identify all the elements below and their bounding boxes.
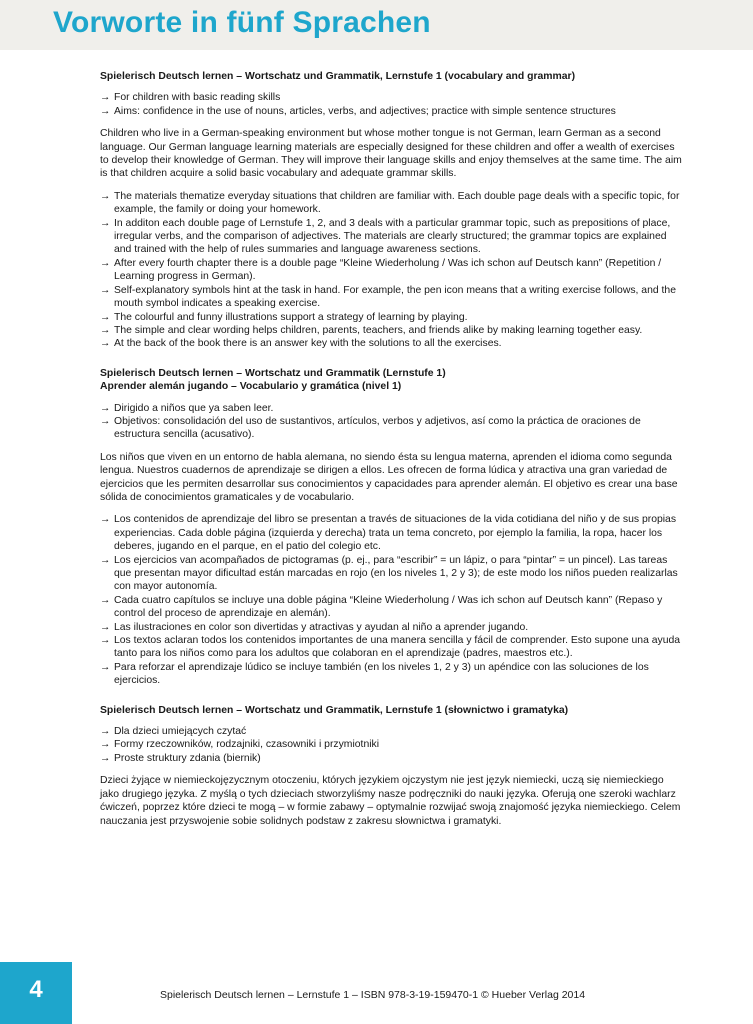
page-title: Vorworte in fünf Sprachen: [53, 6, 431, 39]
page-content: [100, 70, 685, 837]
list-item: → Los ejercicios van acompañados de pictogramas (p. ej., para “escribir” = un lápiz, o para “pintar” = un pincel). Las tareas que presentan mayor dificultad están marcadas en rojo (en los niveles 1, 2 y 3); de este modo los niños pueden realizarlas con mayor autonomía.: [100, 554, 685, 594]
list-item: → The colourful and funny illustrations support a strategy of learning by playing.: [100, 311, 685, 324]
page-number: 4: [29, 976, 43, 1003]
section-3: [100, 704, 685, 828]
list-item: → The materials thematize everyday situations that children are familiar with. Each double page deals with a specific topic, for example, the family or doing your homework.: [100, 190, 685, 217]
section-paragraph: Children who live in a German-speaking environment but whose mother tongue is not German, learn German as a second language. Our German language learning materials are especially designed for these children and offer a wealth of exercises to develop their knowledge of German. They will improve their language skills and enjoy themselves at the same time. The aim is that children acquire a solid basic vocabulary and adequate grammar skills.: [100, 128, 682, 180]
list-item: → At the back of the book there is an answer key with the solutions to all the exercises.: [100, 337, 685, 350]
page-number-box: [0, 962, 72, 1024]
list-item: → Los textos aclaran todos los contenidos importantes de una manera sencilla y fácil de comprender. Esto supone una ayuda tanto para los niños como para los adultos que colaboran en el aprendizaje (padres, maestros etc.).: [100, 634, 685, 661]
section-title-line: Spielerisch Deutsch lernen – Wortschatz und Grammatik, Lernstufe 1 (słownictwo i gramatyka): [100, 704, 569, 716]
section-title-line: Spielerisch Deutsch lernen – Wortschatz und Grammatik, Lernstufe 1 (vocabulary and grammar): [100, 71, 576, 82]
section-paragraph: Dzieci żyjące w niemieckojęzycznym otoczeniu, których językiem ojczystym nie jest język niemiecki, uczą się niemieckiego jako drugiego języka. Z myślą o tych dzieciach stworzyliśmy nasze podręczniki do nauki języka. Oferują one szeroki wachlarz ćwiczeń, poprzez które dzieci te mogą – w formie zabawy – optymalnie rozwijać swoją znajomość języka niemieckiego. Celem nauczania jest przyswojenie sobie solidnych podstaw z zakresu słownictwa i gramatyki.: [100, 775, 681, 827]
feature-list: [100, 190, 685, 351]
footer-text: Spielerisch Deutsch lernen – Lernstufe 1 – ISBN 978-3-19-159470-1 © Hueber Verlag 2014: [160, 989, 586, 1001]
list-item: → Dla dzieci umiejących czytać: [100, 725, 685, 738]
feature-list: [100, 513, 685, 687]
list-item: → Proste struktury zdania (biernik): [100, 752, 685, 765]
section-title: [100, 367, 685, 394]
list-item: → Objetivos: consolidación del uso de sustantivos, artículos, verbos y adjetivos, así como la práctica de oraciones de estructura sencilla (acusativo).: [100, 415, 685, 442]
list-item: → The simple and clear wording helps children, parents, teachers, and friends alike by making learning together easy.: [100, 324, 685, 337]
list-item: → Cada cuatro capítulos se incluye una doble página “Kleine Wiederholung / Was ich schon auf Deutsch kann” (Repaso y control del proceso de aprendizaje en alemán).: [100, 594, 685, 621]
list-item: → Las ilustraciones en color son divertidas y atractivas y ayudan al niño a aprender jugando.: [100, 621, 685, 634]
list-item: → Formy rzeczowników, rodzajniki, czasowniki i przymiotniki: [100, 738, 685, 751]
section-2: [100, 367, 685, 688]
section-title: [100, 70, 685, 83]
section-title: [100, 704, 685, 717]
list-item: → Dirigido a niños que ya saben leer.: [100, 402, 685, 415]
list-item: → Para reforzar el aprendizaje lúdico se incluye también (en los niveles 1, 2 y 3) un apéndice con las soluciones de los ejercicios.: [100, 661, 685, 688]
intro-list: [100, 725, 685, 765]
list-item: → After every fourth chapter there is a double page “Kleine Wiederholung / Was ich schon auf Deutsch kann” (Repetition / Learning progress in German).: [100, 257, 685, 284]
section-title-line: Aprender alemán jugando – Vocabulario y gramática (nivel 1): [100, 381, 402, 393]
intro-list: [100, 402, 685, 442]
section-title-line: Spielerisch Deutsch lernen – Wortschatz und Grammatik (Lernstufe 1): [100, 367, 446, 379]
intro-list: [100, 91, 685, 118]
page-header: [0, 0, 753, 50]
list-item: → Aims: confidence in the use of nouns, articles, verbs, and adjectives; practice with simple sentence structures: [100, 105, 685, 118]
section-1: [100, 70, 685, 351]
list-item: → Los contenidos de aprendizaje del libro se presentan a través de situaciones de la vida cotidiana del niño y de sus propias experiencias. Cada doble página (izquierda y derecha) trata un tema concreto, por ejemplo la familia, la ropa, hacer los deberes, jugando en el parque, en el patio del colegio etc.: [100, 513, 685, 553]
list-item: → Self-explanatory symbols hint at the task in hand. For example, the pen icon means that a writing exercise follows, and the mouth symbol indicates a speaking exercise.: [100, 284, 685, 311]
list-item: → For children with basic reading skills: [100, 91, 685, 104]
list-item: → In additon each double page of Lernstufe 1, 2, and 3 deals with a particular grammar topic, such as prepositions of place, irregular verbs, and the comparison of adjectives. The materials are clearly structured; the grammar topics are explained and trained with the help of rules summaries and language awareness sections.: [100, 217, 685, 257]
section-paragraph: Los niños que viven en un entorno de habla alemana, no siendo ésta su lengua materna, aprenden el idioma como segunda lengua. Nuestros cuadernos de aprendizaje se dirigen a ellos. Les ofrecen de forma lúdica y atractiva una gran variedad de ejercicios que les permiten desarrollar sus conocimientos y capacidades para aprender alemán. El objetivo es crear una base sólida de conocimientos gramaticales y de vocabulario.: [100, 451, 678, 503]
